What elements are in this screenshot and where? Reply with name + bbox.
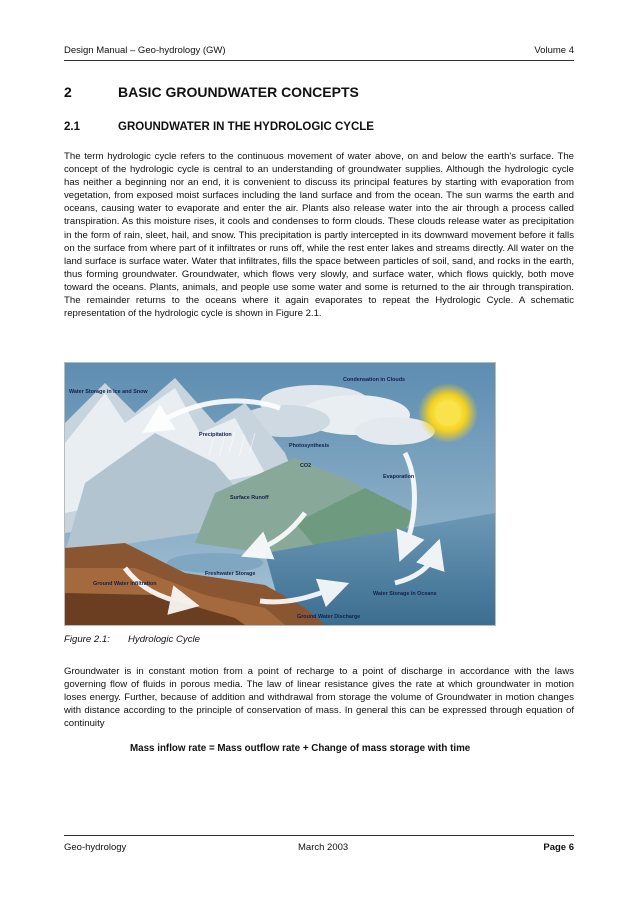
- caption-number: Figure 2.1:: [64, 634, 110, 645]
- footer-subject: Geo-hydrology: [64, 841, 127, 853]
- hydrologic-cycle-figure: [64, 362, 496, 626]
- label-oceans: Water Storage in Oceans: [373, 591, 437, 597]
- subsection-number: 2.1: [64, 121, 80, 133]
- figure-caption: [64, 634, 200, 645]
- caption-text: Hydrologic Cycle: [128, 634, 200, 645]
- footer-date: March 2003: [298, 841, 349, 853]
- section-number: 2: [64, 84, 72, 100]
- footer-rule: [64, 835, 574, 836]
- header-title: Design Manual – Geo-hydrology (GW): [64, 44, 226, 56]
- label-freshwater: Freshwater Storage: [205, 571, 256, 577]
- motion-paragraph: Groundwater is in constant motion from a point of recharge to a point of discharge in accordance with the laws governing flow of fluids in porous media. The law of linear resistance gives the rate at which groundwater in motion loses energy. Further, because of addition and withdrawal from storage the volume of Groundwater in motion changes with distance according to the principle of conservation of mass. In general this can be expressed through equation of continuity: [64, 666, 574, 730]
- label-co2: CO2: [300, 463, 312, 469]
- intro-paragraph: The term hydrologic cycle refers to the continuous movement of water above, on and below the earth's surface. The concept of the hydrologic cycle is central to an understanding of groundwater supplies. Although the hydrologic cycle has neither a beginning nor an end, it is convenient to discuss its principal features by starting with evaporation from vegetation, from exposed moist surfaces including the land surface and from the ocean. The sun warms the earth and oceans, causing water to evaporate and enter the air. Plants also release water into the air through a process called transpiration. As this moisture rises, it cools and condenses to form clouds. These clouds release water as precipitation in the form of rain, sleet, hail, and snow. This precipitation is partly intercepted in its downward movement before it falls on the surface from where part of it infiltrates or runs off, while the rest enter lakes and streams directly. All water on the land surface is surface water. Water that infiltrates, fills the space between particles of soil, sand, and rocks in the earth, thus forming groundwater. Groundwater, which flows very slowly, and surface water, which flows quickly, both move toward the oceans. Plants, animals, and people use some water and some is returned to the air through transpiration. The remainder returns to the oceans where it again evaporates to repeat the Hydrologic Cycle. A schematic representation of the hydrologic cycle is shown in Figure 2.1.: [64, 151, 574, 320]
- freshwater-lake: [167, 553, 263, 573]
- sun-core: [435, 400, 461, 426]
- page-footer: [64, 840, 574, 854]
- section-title: BASIC GROUNDWATER CONCEPTS: [118, 84, 359, 100]
- header-rule: [64, 60, 574, 61]
- label-condensation: Condensation in Clouds: [343, 377, 405, 383]
- label-evaporation: Evaporation: [383, 474, 415, 480]
- label-gw-discharge: Ground Water Discharge: [297, 614, 361, 620]
- page-header: [64, 42, 574, 58]
- hydrologic-cycle-illustration: [65, 363, 495, 625]
- subsection-heading: [64, 121, 574, 133]
- label-photosynthesis: Photosynthesis: [289, 443, 330, 449]
- label-surface-runoff: Surface Runoff: [230, 495, 269, 501]
- section-heading: [64, 84, 574, 100]
- continuity-equation: Mass inflow rate = Mass outflow rate + Change of mass storage with time: [130, 743, 471, 754]
- page-number: Page 6: [543, 841, 574, 853]
- label-precipitation: Precipitation: [199, 432, 232, 438]
- label-gw-infiltration: Ground Water Infiltration: [93, 581, 157, 587]
- header-volume: Volume 4: [534, 44, 574, 56]
- subsection-title: GROUNDWATER IN THE HYDROLOGIC CYCLE: [118, 121, 374, 133]
- label-ice-snow: Water Storage in Ice and Snow: [69, 389, 148, 395]
